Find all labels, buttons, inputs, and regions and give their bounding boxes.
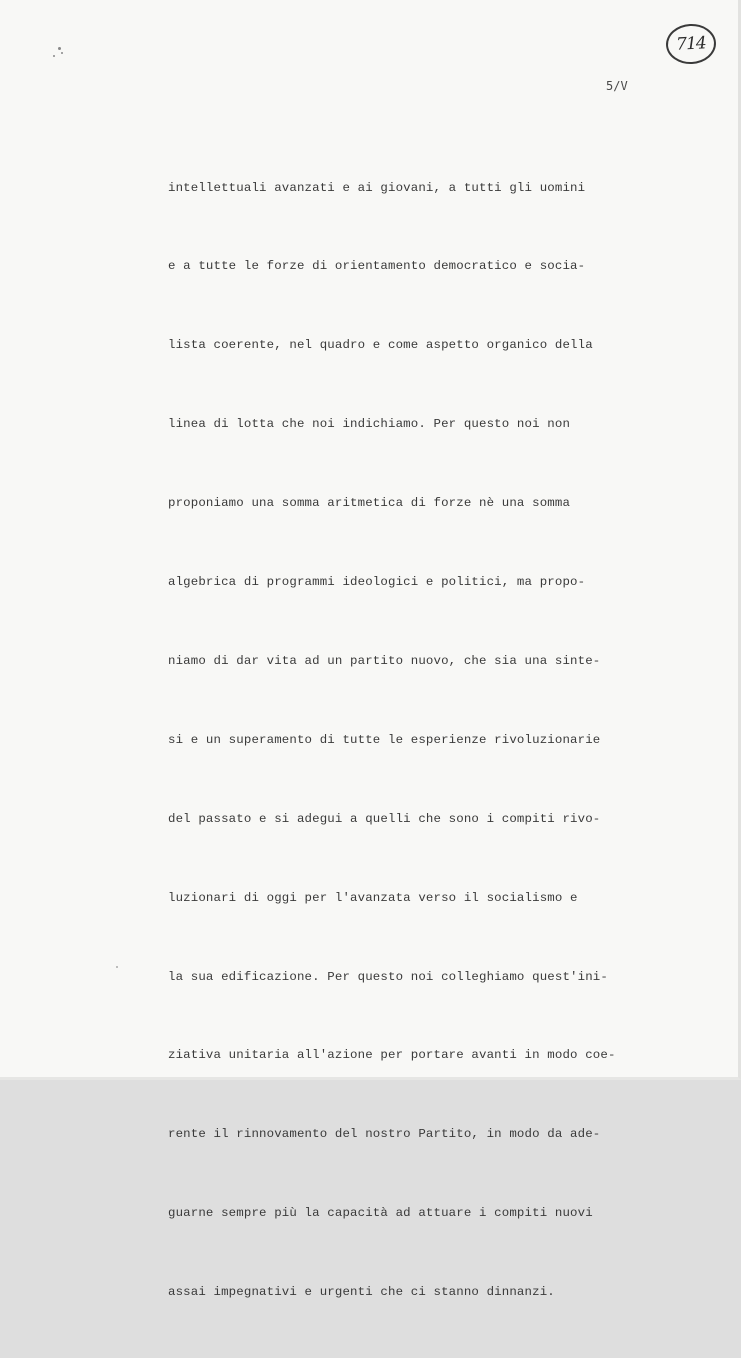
archive-number-stamp [665,23,717,66]
scan-speck [61,52,63,54]
text-line: ziativa unitaria all'azione per portare avanti in modo coe- [168,1048,616,1063]
text-line: assai impegnativi e urgenti che ci stanno dinnanzi. [168,1285,555,1300]
scan-speck [53,55,55,57]
text-line: proponiamo una somma aritmetica di forze nè una somma [168,496,571,511]
text-line: niamo di dar vita ad un partito nuovo, che sia una sinte- [168,653,601,668]
scan-speck [116,966,118,968]
page-number: 5/V [606,79,628,93]
archive-number: 714 [675,33,707,55]
text-line: la sua edificazione. Per questo noi colleghiamo quest'ini- [168,969,608,984]
text-line: algebrica di programmi ideologici e politici, ma propo- [168,575,586,590]
body-paragraph [168,122,708,1358]
text-line: si e un superamento di tutte le esperienze rivoluzionarie [168,732,601,747]
scan-speck [58,47,61,50]
text-line: lista coerente, nel quadro e come aspetto organico della [168,338,593,353]
text-line: del passato e si adegui a quelli che sono i compiti rivo- [168,811,601,826]
text-line: luzionari di oggi per l'avanzata verso il socialismo e [168,890,578,905]
text-line: guarne sempre più la capacità ad attuare i compiti nuovi [168,1206,593,1221]
text-line: e a tutte le forze di orientamento democratico e socia- [168,259,586,274]
text-line: rente il rinnovamento del nostro Partito, in modo da ade- [168,1127,601,1142]
text-line: linea di lotta che noi indichiamo. Per questo noi non [168,417,571,432]
text-line: intellettuali avanzati e ai giovani, a tutti gli uomini [168,180,586,195]
